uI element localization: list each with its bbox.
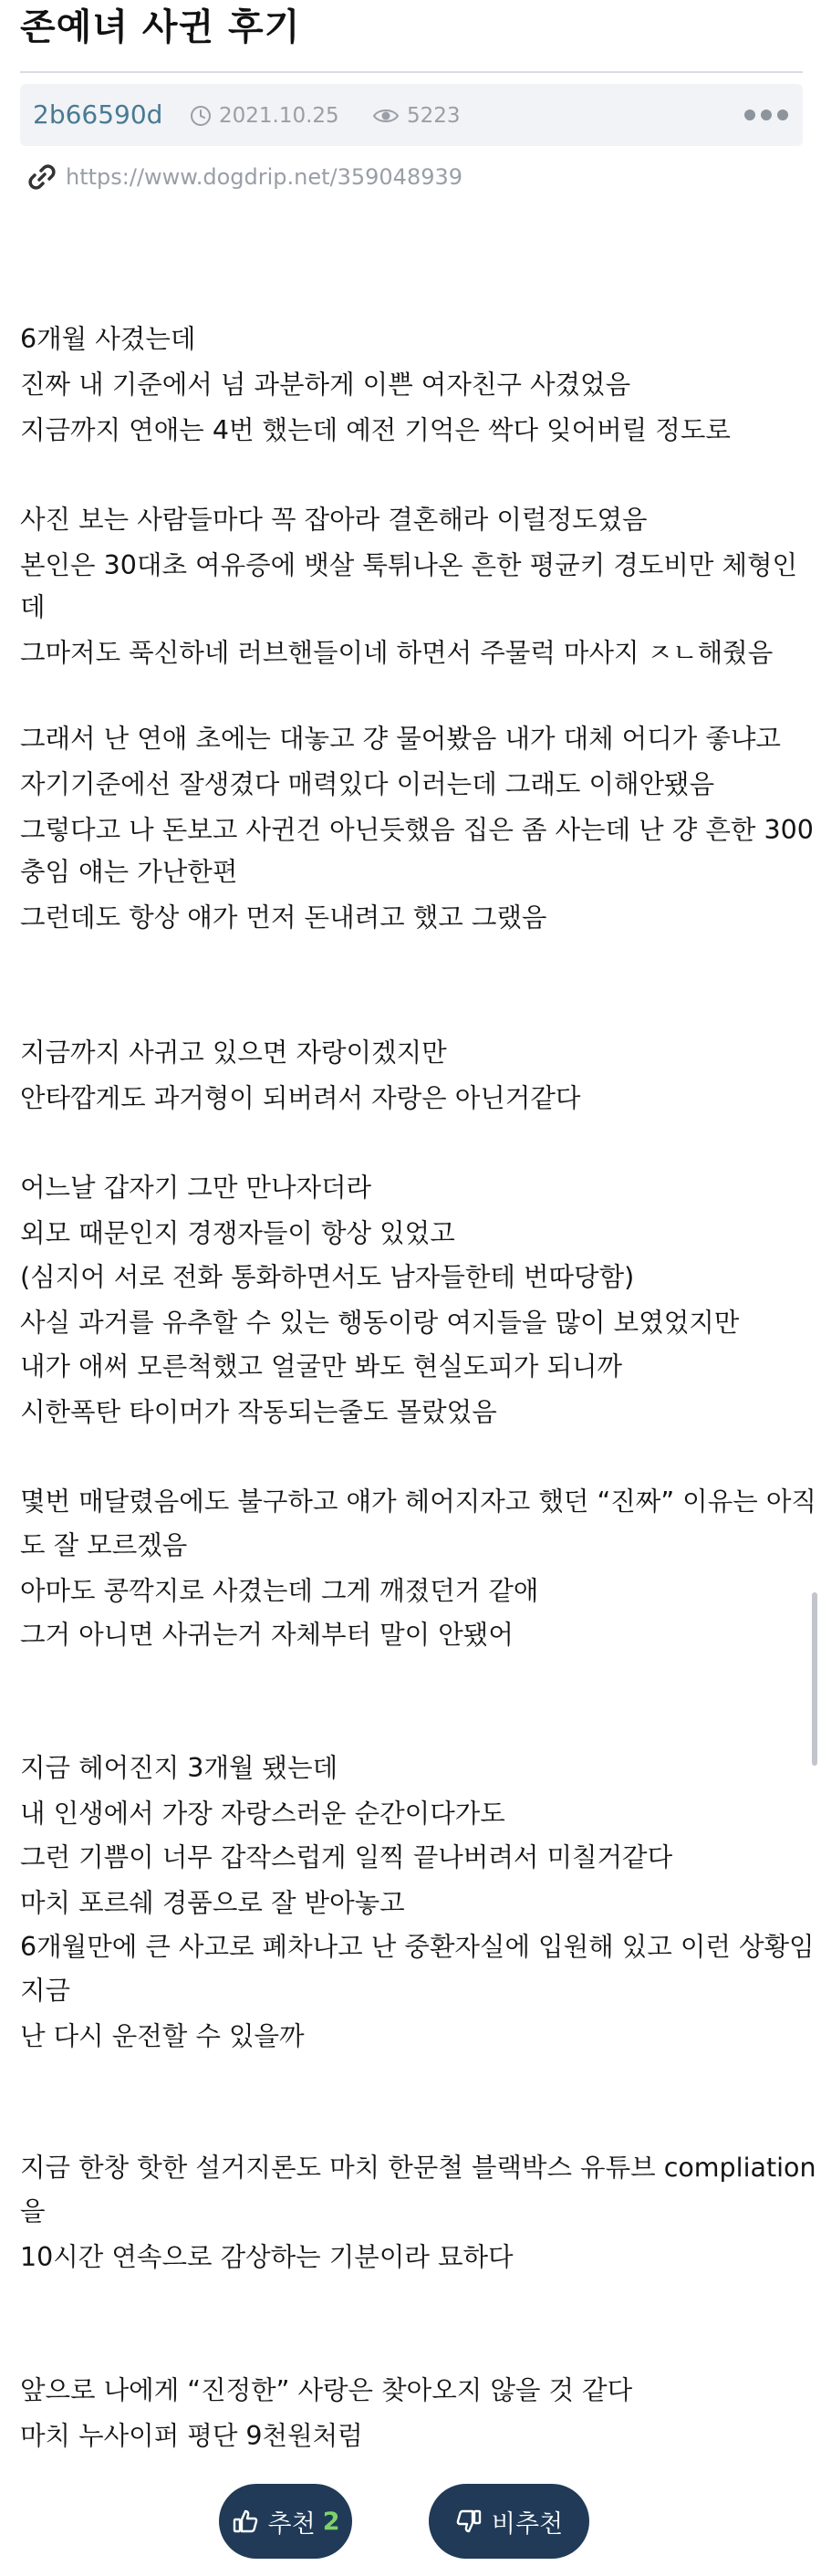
body-line: 6개월만에 큰 사고로 폐차나고 난 중환자실에 입원해 있고 이런 상황임 (20, 1932, 815, 1962)
body-line: 아마도 콩깍지로 사겼는데 그게 깨졌던거 같애 (20, 1576, 539, 1606)
like-button[interactable] (219, 2484, 352, 2559)
more-dots-icon[interactable] (744, 108, 788, 122)
like-label: 추천 (267, 2509, 316, 2539)
body-line: 진짜 내 기준에서 넘 과분하게 이쁜 여자친구 사겼었음 (20, 370, 631, 400)
body-line: 지금 한창 핫한 설거지론도 마치 한문철 블랙박스 유튜브 compliation (20, 2153, 816, 2183)
post-meta-bar (20, 84, 803, 146)
thumbs-up-icon (232, 2508, 259, 2535)
body-line: 그런데도 항상 얘가 먼저 돈내려고 했고 그랬음 (20, 902, 547, 933)
body-line: 마치 누사이퍼 평단 9천원처럼 (20, 2421, 363, 2451)
body-line: 지금 헤어진지 3개월 됐는데 (20, 1753, 338, 1783)
body-line: 어느날 갑자기 그만 만나자더라 (20, 1173, 372, 1203)
post-url-row[interactable] (27, 162, 462, 192)
scrollbar-thumb[interactable] (812, 1592, 817, 1766)
thumbs-down-icon (455, 2508, 483, 2535)
title-divider (20, 71, 803, 73)
body-line: 도 잘 모르겠음 (20, 1530, 188, 1560)
body-line: 데 (20, 592, 46, 622)
body-line: 지금까지 연애는 4번 했는데 예전 기억은 싹다 잊어버릴 정도로 (20, 415, 731, 445)
body-line: 지금까지 사귀고 있으면 자랑이겠지만 (20, 1038, 447, 1068)
views-count: 5223 (407, 104, 461, 128)
body-line: 안타깝게도 과거형이 되버려서 자랑은 아닌거같다 (20, 1083, 581, 1113)
eye-icon (372, 105, 400, 127)
body-line: 본인은 30대초 여유증에 뱃살 툭튀나온 흔한 평균키 경도비만 체형인 (20, 550, 798, 580)
body-line: 지금 (20, 1976, 71, 2006)
post-title: 존예녀 사귄 후기 (20, 6, 301, 48)
body-line: 외모 때문인지 경쟁자들이 항상 있었고 (20, 1218, 455, 1248)
body-line: 몇번 매달렸음에도 불구하고 얘가 헤어지자고 했던 “진짜” 이유는 아직 (20, 1486, 816, 1517)
body-line: 10시간 연속으로 감상하는 기분이라 묘하다 (20, 2242, 514, 2272)
like-count: 2 (322, 2507, 340, 2536)
body-line: 그래서 난 연애 초에는 대놓고 걍 물어봤음 내가 대체 어디가 좋냐고 (20, 724, 781, 754)
post-date (190, 102, 339, 130)
body-line: 자기기준에선 잘생겼다 매력있다 이러는데 그래도 이해안됐음 (20, 769, 715, 799)
body-line: 난 다시 운전할 수 있을까 (20, 2021, 305, 2051)
body-line: 내 인생에서 가장 자랑스러운 순간이다가도 (20, 1799, 505, 1829)
body-line: 6개월 사겼는데 (20, 324, 196, 354)
post-views (372, 102, 461, 130)
body-line: 시한폭탄 타이머가 작동되는줄도 몰랐었음 (20, 1397, 497, 1427)
post-url[interactable]: https://www.dogdrip.net/359048939 (66, 164, 463, 190)
body-line: (심지어 서로 전화 통화하면서도 남자들한테 번따당함) (20, 1262, 635, 1292)
body-line: 마치 포르쉐 경품으로 잘 받아놓고 (20, 1888, 405, 1918)
clock-icon (190, 105, 212, 127)
body-line: 그거 아니면 사귀는거 자체부터 말이 안됐어 (20, 1620, 514, 1650)
date-text: 2021.10.25 (219, 104, 339, 128)
link-icon (27, 162, 57, 192)
body-line: 앞으로 나에게 “진정한” 사랑은 찾아오지 않을 것 같다 (20, 2375, 633, 2405)
body-line: 그렇다고 나 돈보고 사귄건 아닌듯했음 집은 좀 사는데 난 걍 흔한 300 (20, 815, 814, 845)
body-line: 사진 보는 사람들마다 꼭 잡아라 결혼해라 이럴정도였음 (20, 505, 648, 535)
body-line: 충임 얘는 가난한편 (20, 857, 238, 887)
author-name[interactable]: 2b66590d (33, 99, 163, 130)
body-line: 을 (20, 2196, 46, 2227)
body-line: 그마저도 푹신하네 러브핸들이네 하면서 주물럭 마사지 ㅈㄴ해줬음 (20, 638, 774, 668)
dislike-label: 비추천 (491, 2509, 564, 2539)
body-line: 그런 기쁨이 너무 갑작스럽게 일찍 끝나버려서 미칠거같다 (20, 1842, 673, 1872)
dislike-button[interactable] (429, 2484, 589, 2559)
body-line: 사실 과거를 유추할 수 있는 행동이랑 여지들을 많이 보였었지만 (20, 1308, 740, 1338)
body-line: 내가 애써 모른척했고 얼굴만 봐도 현실도피가 되니까 (20, 1351, 623, 1382)
